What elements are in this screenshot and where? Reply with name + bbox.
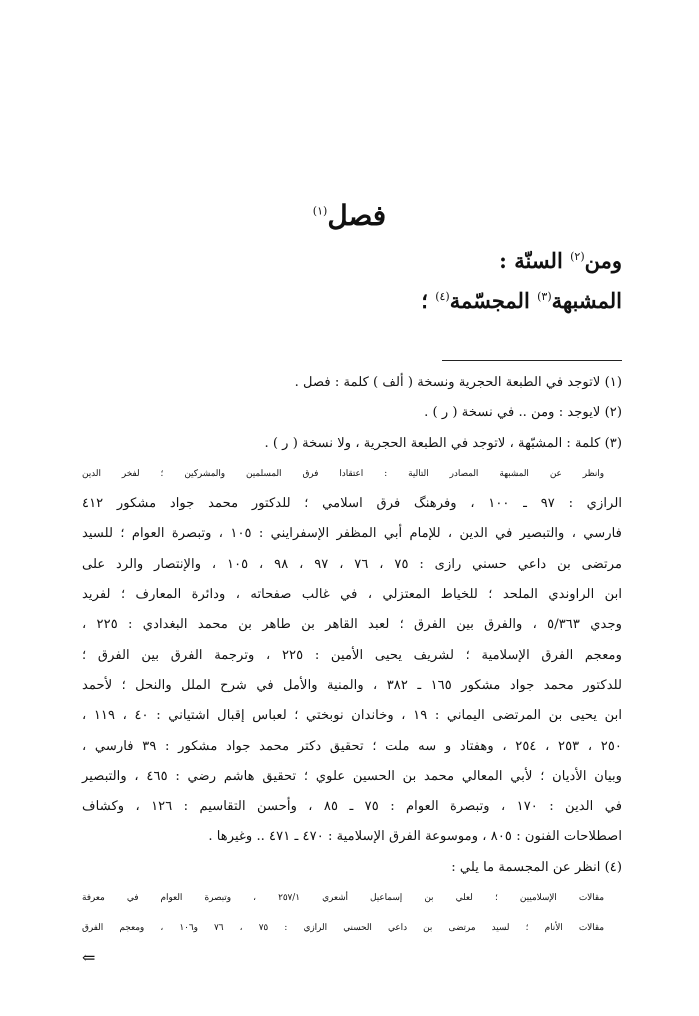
footnote-3-sources-line: وانظر عن المشبهة المصادر التالية : اعتقادا فرق المسلمين والمشركين ؛ لفخر الدين [82, 468, 604, 479]
footnote-3-sources-line: للدكتور محمد جواد مشكور ١٦٥ ـ ٣٨٢ ، والمنية والأمل في شرح الملل والنحل ؛ لأحمد [82, 677, 622, 693]
footnote-3-sources-line: وبيان الأديان ؛ لأبي المعالي محمد بن الحسين علوي ؛ تحقيق هاشم رضي : ٤٦٥ ، والتبصير [82, 768, 622, 784]
heading-word-mujassima: المجسّمة [449, 288, 538, 313]
footnote-3-sources-line: فارسي ، والتبصير في الدين ، للإمام أبي المظفر الإسفرايني : ١٠٥ ، وتبصرة العوام ؛ للسيد [82, 526, 622, 542]
footnote-4-sources-line: مقالات الأنام ؛ لسيد مرتضى بن داعي الحسني الرازي : ٧٥ ، ٧٦ و١٠٦ ، ومعجم الفرق [82, 923, 604, 934]
footnote-3-sources-line: ابن الراوندي الملحد ؛ للخياط المعتزلي ، في غالب صفحاته ، ودائرة المعارف ؛ لفريد [82, 587, 622, 603]
footnote-3-sources-line: مرتضى بن داعي حسني رازى : ٧٥ ، ٧٦ ، ٩٧ ، ٩٨ ، ١٠٥ ، والإنتصار والرد على [82, 556, 623, 572]
footnote-3: (٣) كلمة : المشبّهة ، لاتوجد في الطبعة الحجرية ، ولا نسخة ( ر ) . [264, 435, 622, 451]
footnote-3-sources-line: وجدي ٥/٣٦٣ ، والفرق بين الفرق ؛ لعبد القاهر بن طاهر بن محمد البغدادي : ٢٢٥ ، [82, 617, 622, 633]
footnote-3-sources-line: ابن يحيى بن المرتضى اليماني : ١٩ ، وخاندان نوبختي ؛ لعباس إقبال اشتياني : ٤٠ ، ١١٩ ، [82, 708, 622, 724]
footnotes-block [82, 368, 622, 944]
footnote-3-sources-line: في الدين : ١٧٠ ، وتبصرة العوام : ٧٥ ـ ٨٥ ، وأحسن التقاسيم : ١٢٦ ، وكشاف [82, 799, 622, 815]
footnote-ref-3: (٣) [537, 290, 552, 303]
footnote-2: (٢) لايوجد : ومن .. في نسخة ( ر ) . [424, 405, 622, 421]
footnote-ref-4: (٤) [435, 290, 450, 303]
footnote-separator [442, 360, 622, 361]
heading-line-mushabbiha [421, 284, 622, 318]
heading-punctuation: ؛ [421, 288, 436, 313]
heading-word-mushabbiha: المشبهة [551, 288, 622, 313]
continuation-arrow-icon: ⇐ [82, 948, 96, 967]
footnote-ref-1: (١) [312, 204, 328, 218]
heading-word-wa-min: ومن [584, 248, 622, 273]
section-title [0, 196, 699, 236]
footnote-ref-2: (٢) [570, 250, 585, 263]
heading-word-sunna: السنّة : [499, 248, 571, 273]
footnote-3-sources-line: ٢٥٠ ، ٢٥٣ ، ٢٥٤ ، وهفتاد و سه ملت ؛ تحقيق دكتر محمد جواد مشكور : ٣٩ فارسي ، [82, 738, 622, 754]
footnote-4-sources-line: مقالات الإسلاميين ؛ لعلي بن إسماعيل أشعري ٢٥٧/١ ، وتبصرة العوام في معرفة [82, 893, 604, 904]
footnote-4: (٤) انظر عن المجسمة ما يلي : [451, 859, 622, 875]
footnote-1: (١) لاتوجد في الطبعة الحجرية ونسخة ( ألف ) كلمة : فصل . [294, 375, 622, 390]
heading-line-sunna [499, 244, 622, 278]
footnote-3-sources-line: الرازي : ٩٧ ـ ١٠٠ ، وفرهنگ فرق اسلامي ؛ للدكتور محمد جواد مشكور ٤١٢ [82, 496, 622, 512]
footnote-3-sources-line: اصطلاحات الفنون : ٨٠٥ ، وموسوعة الفرق الإسلامية : ٤٧٠ ـ ٤٧١ .. وغيرها . [208, 829, 622, 845]
footnote-3-sources-line: ومعجم الفرق الإسلامية ؛ لشريف يحيى الأمين : ٢٢٥ ، وترجمة الفرق بين الفرق ؛ [82, 647, 622, 663]
section-title-text: فصل [327, 199, 387, 232]
